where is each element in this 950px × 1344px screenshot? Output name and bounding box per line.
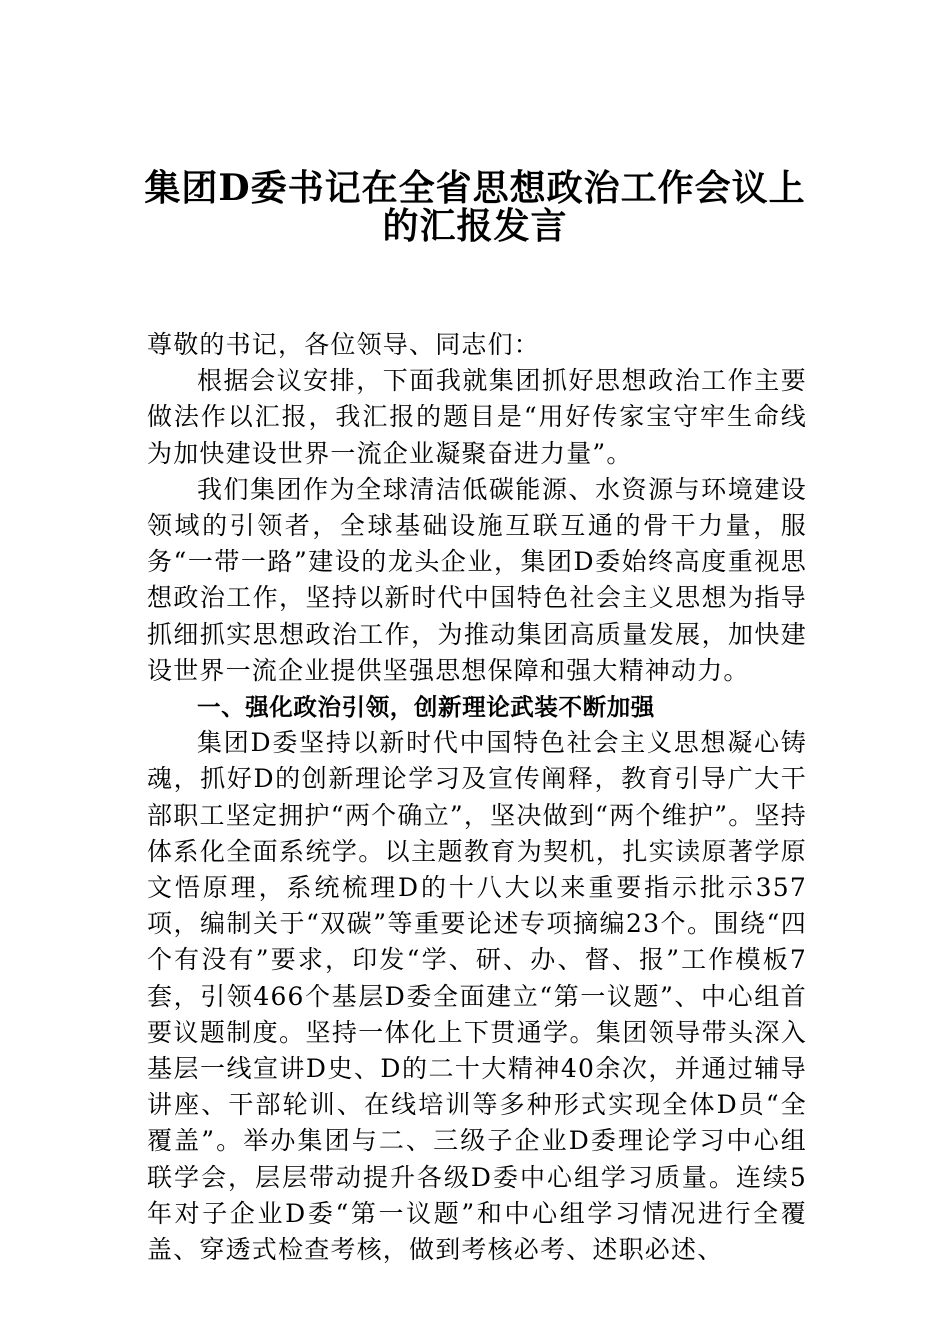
paragraph-background: 我们集团作为全球清洁低碳能源、水资源与环境建设领域的引领者，全球基础设施互联互通的骨干力量，服务“一带一路”建设的龙头企业，集团D委始终高度重视思想政治工作，坚持以新时代中国特色社会主义思想为指导抓细抓实思想政治工作，为推动集团高质量发展，加快建设世界一流企业提供坚强思想保障和强大精神动力。 [147, 474, 807, 685]
document-body [147, 327, 807, 1268]
salutation: 尊敬的书记，各位领导、同志们： [147, 330, 541, 359]
section-1-paragraph: 集团D委坚持以新时代中国特色社会主义思想凝心铸魂，抓好D的创新理论学习及宣传阐释，教育引导广大干部职工坚定拥护“两个确立”，坚决做到“两个维护”。坚持体系化全面系统学。以主题教育为契机，扎实读原著学原文悟原理，系统梳理D的十八大以来重要指示批示357项，编制关于“双碳”等重要论述专项摘编23个。围绕“四个有没有”要求，印发“学、研、办、督、报”工作模板7套，引领466个基层D委全面建立“第一议题”、中心组首要议题制度。坚持一体化上下贯通学。集团领导带头深入基层一线宣讲D史、D的二十大精神40余次，并通过辅导讲座、干部轮训、在线培训等多种形式实现全体D员“全覆盖”。举办集团与二、三级子企业D委理论学习中心组联学会，层层带动提升各级D委中心组学习质量。连续5年对子企业D委“第一议题”和中心组学习情况进行全覆盖、穿透式检查考核，做到考核必考、述职必述、 [147, 728, 807, 1265]
document-title-line-2: 的汇报发言 [382, 205, 568, 247]
paragraph-intro: 根据会议安排，下面我就集团抓好思想政治工作主要做法作以汇报，我汇报的题目是“用好传家宝守牢生命线为加快建设世界一流企业凝聚奋进力量”。 [147, 366, 807, 468]
document-title-line-1: 集团D委书记在全省思想政治工作会议上 [144, 167, 806, 209]
section-heading-1: 一、强化政治引领，创新理论武装不断加强 [197, 693, 655, 722]
